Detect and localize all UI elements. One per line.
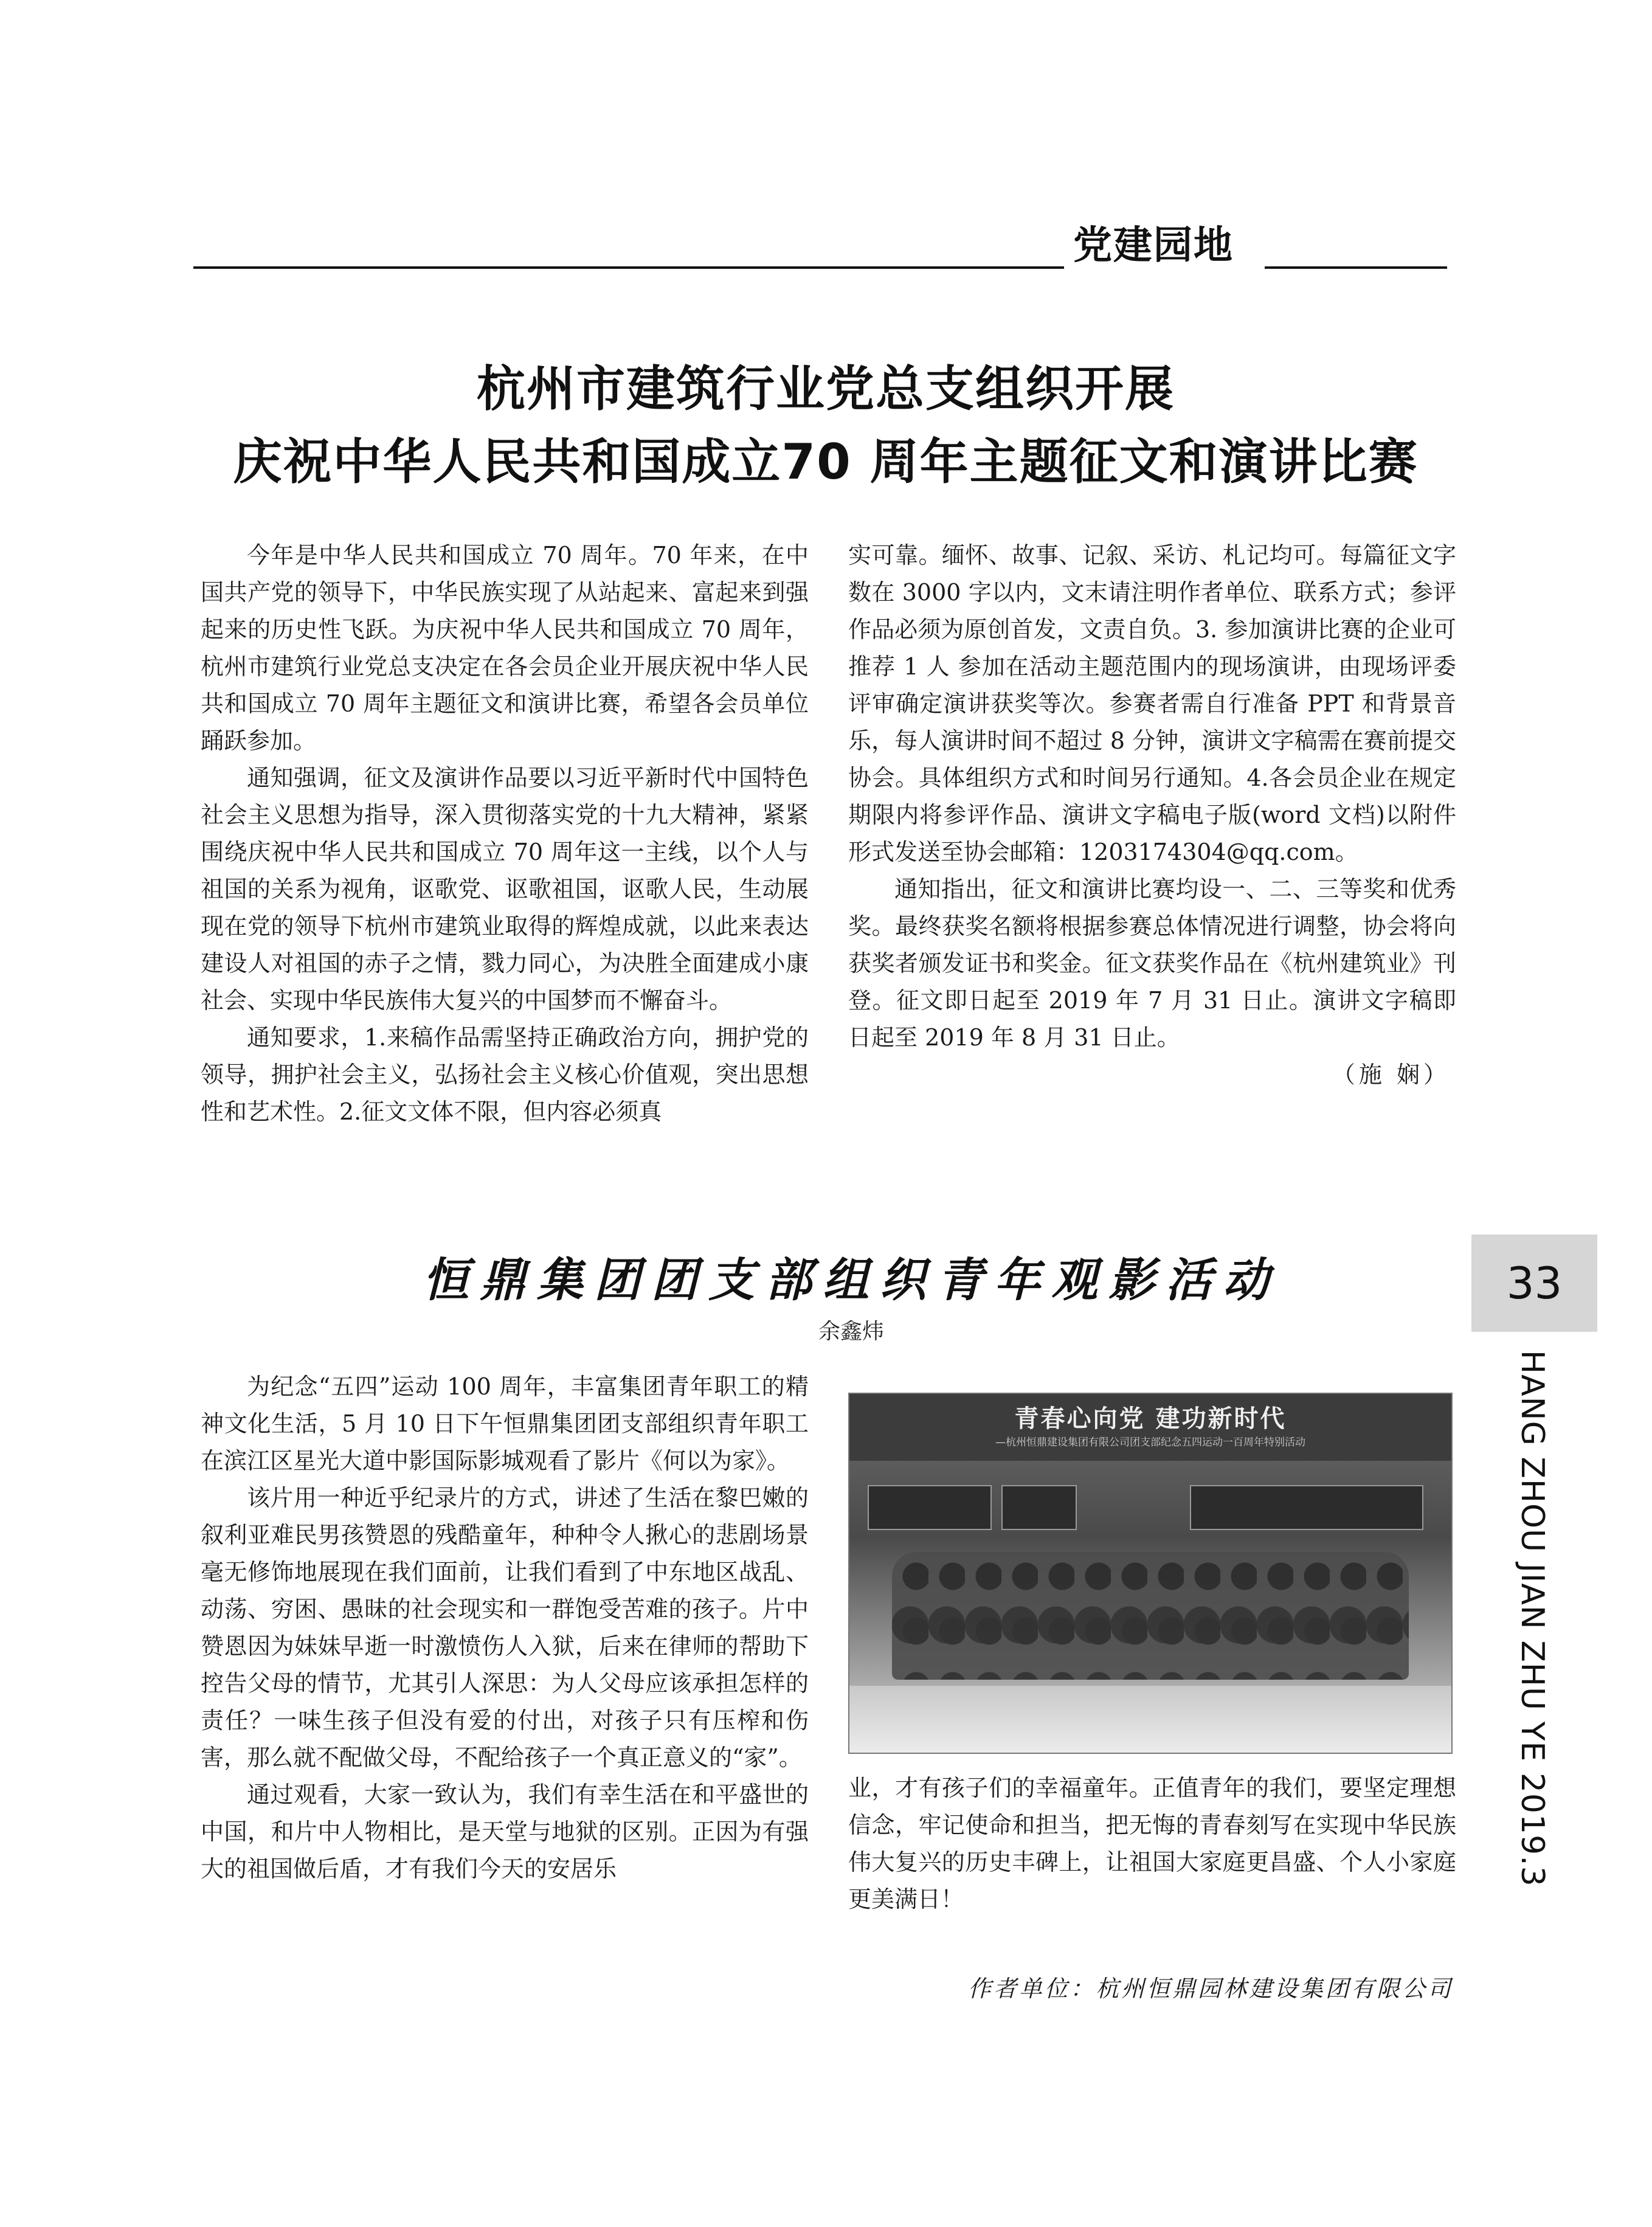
article1-continuation: 实可靠。缅怀、故事、记叙、采访、札记均可。每篇征文字数在 3000 字以内，文末请注明作者单位、联系方式；参评作品必须为原创首发，文责自负。3. 参加演讲比赛的企业可推荐 1 人 参加在活动主题范围内的现场演讲，由现场评委评审确定演讲获奖等次。参赛者需自行准备 PPT 和背景音乐，每人演讲时间不超过 8 分钟，演讲文字稿需在赛前提交协会。具体组织方式和时间另行通知。4.各会员企业在规定期限内将参评作品、演讲文字稿电子版(word 文档)以附件形式发送至协会邮箱：1203174304@qq.com。 bbox=[848, 542, 1456, 865]
article1-paragraph: 通知要求，1.来稿作品需坚持正确政治方向，拥护党的领导，拥护社会主义，弘扬社会主义核心价值观，突出思想性和艺术性。2.征文文体不限，但内容必须真 bbox=[201, 1024, 809, 1125]
group-photo bbox=[848, 1393, 1453, 1754]
article2-byline: 作者单位：杭州恒鼎园林建设集团有限公司 bbox=[967, 1975, 1453, 2002]
article2-right-column bbox=[848, 1770, 1456, 1918]
photo-floor bbox=[849, 1686, 1451, 1753]
article1-title-line2: 庆祝中华人民共和国成立70 周年主题征文和演讲比赛 bbox=[233, 434, 1419, 490]
article1-paragraph: 通知强调，征文及演讲作品要以习近平新时代中国特色社会主义思想为指导，深入贯彻落实党的十九大精神，紧紧围绕庆祝中华人民共和国成立 70 周年这一主线，以个人与祖国的关系为视角，讴歌党、讴歌祖国，讴歌人民，生动展现在党的领导下杭州市建筑业取得的辉煌成就，以此来表达建设人对祖国的赤子之情，戮力同心，为决胜全面建成小康社会、实现中华民族伟大复兴的中国梦而不懈奋斗。 bbox=[201, 764, 809, 1014]
article1-paragraph: 今年是中华人民共和国成立 70 周年。70 年来，在中国共产党的领导下，中华民族实现了从站起来、富起来到强起来的历史性飞跃。为庆祝中华人民共和国成立 70 周年，杭州市建筑行业党总支决定在各会员企业开展庆祝中华人民共和国成立 70 周年主题征文和演讲比赛，希望各会员单位踊跃参加。 bbox=[201, 542, 809, 754]
article2-title: 恒鼎集团团支部组织青年观影活动 bbox=[423, 1253, 1280, 1307]
article2-left-column bbox=[201, 1368, 809, 1888]
section-title: 党建园地 bbox=[1073, 223, 1234, 268]
article1-title bbox=[193, 353, 1458, 499]
article2-continuation: 业，才有孩子们的幸福童年。正值青年的我们，要坚定理想信念，牢记使命和担当，把无悔的青春刻写在实现中华民族伟大复兴的历史丰碑上，让祖国大家庭更昌盛、个人小家庭更美满日！ bbox=[848, 1775, 1456, 1913]
cinema-sign bbox=[1001, 1485, 1077, 1530]
article1-signature: （施 娴） bbox=[1332, 1061, 1450, 1088]
cinema-sign bbox=[1190, 1485, 1423, 1530]
page-number: 33 bbox=[1471, 1235, 1597, 1332]
photo-banner-title: 青春心向党 建功新时代 bbox=[1014, 1405, 1287, 1433]
photo-banner-subtitle: —杭州恒鼎建设集团有限公司团支部纪念五四运动一百周年特别活动 bbox=[995, 1436, 1305, 1449]
article1-paragraph: 通知指出，征文和演讲比赛均设一、二、三等奖和优秀奖。最终获奖名额将根据参赛总体情况进行调整，协会将向获奖者颁发证书和奖金。征文获奖作品在《杭州建筑业》刊登。征文即日起至 2019 年 7 月 31 日止。演讲文字稿即日起至 2019 年 8 月 31 日止。 bbox=[848, 876, 1456, 1051]
article2-paragraph: 通过观看，大家一致认为，我们有幸生活在和平盛世的中国，和片中人物相比，是天堂与地狱的区别。正因为有强大的祖国做后盾，才有我们今天的安居乐 bbox=[201, 1781, 809, 1882]
article1-title-line1: 杭州市建筑行业党总支组织开展 bbox=[477, 361, 1175, 417]
article2-paragraph: 为纪念“五四”运动 100 周年，丰富集团青年职工的精神文化生活，5 月 10 日下午恒鼎集团团支部组织青年职工在滨江区星光大道中影国际影城观看了影片《何以为家》。 bbox=[201, 1373, 809, 1474]
header-rule-left bbox=[193, 266, 1064, 269]
article1-left-column bbox=[201, 537, 809, 1131]
cinema-sign bbox=[868, 1485, 992, 1530]
journal-name-vertical: HANG ZHOU JIAN ZHU YE 2019.3 bbox=[1514, 1350, 1550, 1887]
group-of-people bbox=[892, 1552, 1409, 1680]
header-rule-right bbox=[1265, 266, 1447, 269]
article1-right-column bbox=[848, 537, 1456, 1093]
article2-author: 余鑫炜 bbox=[818, 1319, 884, 1344]
article2-paragraph: 该片用一种近乎纪录片的方式，讲述了生活在黎巴嫩的叙利亚难民男孩赞恩的残酷童年，种种令人揪心的悲剧场景毫无修饰地展现在我们面前，让我们看到了中东地区战乱、动荡、穷困、愚昧的社会现实和一群饱受苦难的孩子。片中赞恩因为妹妹早逝一时激愤伤人入狱，后来在律师的帮助下控告父母的情节，尤其引人深思：为人父母应该承担怎样的责任？一味生孩子但没有爱的付出，对孩子只有压榨和伤害，那么就不配做父母，不配给孩子一个真正意义的“家”。 bbox=[201, 1484, 809, 1771]
